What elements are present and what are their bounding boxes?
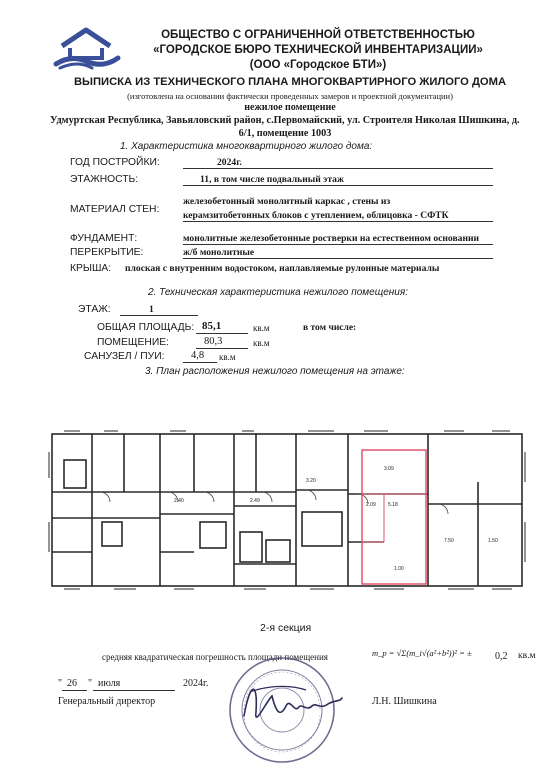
document-subtitle: (изготовлена на основании фактически проведенных замеров и проектной документации) (127, 91, 453, 101)
section-caption: 2-я секция (260, 622, 312, 634)
walls-value: железобетонный монолитный каркас , стены из (183, 196, 391, 207)
bath-value: 4,8 (191, 350, 205, 361)
bath-label: САНУЗЕЛ / ПУИ: (84, 351, 165, 362)
plan-label: 3.20 (306, 478, 316, 484)
walls-value-2: керамзитобетонных блоков с утеплением, облицовка - СФТК (183, 210, 449, 221)
total-area-label: ОБЩАЯ ПЛОЩАДЬ: (97, 322, 195, 333)
plan-label: 5.18 (388, 502, 398, 508)
highlighted-premises (362, 450, 426, 584)
year-label: ГОД ПОСТРОЙКИ: (70, 157, 160, 168)
plan-label: 7.50 (444, 538, 454, 544)
error-unit: кв.м (518, 651, 536, 661)
room-value: 80,3 (204, 336, 223, 347)
premises-type: нежилое помещение (244, 102, 336, 113)
error-value: 0,2 (495, 651, 508, 662)
section3-heading: 3. План расположения нежилого помещения на этаже: (145, 366, 405, 377)
document-title: ВЫПИСКА ИЗ ТЕХНИЧЕСКОГО ПЛАНА МНОГОКВАРТИРНОГО ЖИЛОГО ДОМА (73, 76, 507, 88)
foundation-value: монолитные железобетонные ростверки на естественном основании (183, 233, 480, 244)
roof-label: КРЫША: (70, 263, 112, 274)
date-day: 26 (67, 678, 77, 689)
plan-label: 3.09 (384, 466, 394, 472)
floor-plan (44, 422, 534, 592)
signer-title: Генеральный директор (58, 696, 156, 707)
floors-slab-label: ПЕРЕКРЫТИЕ: (70, 247, 144, 258)
handwritten-signature (236, 672, 346, 732)
total-area-unit: кв.м (253, 323, 270, 333)
section2-heading: 2. Техническая характеристика нежилого помещения: (148, 287, 408, 298)
plan-label: 2.49 (250, 498, 260, 504)
floors-label: ЭТАЖНОСТЬ: (70, 174, 139, 185)
plan-label: 2.40 (174, 498, 184, 504)
room-unit: кв.м (253, 338, 270, 348)
date-open-quote: " (58, 678, 63, 689)
address-line1: Удмуртская Республика, Завьяловский район, с.Первомайский, ул. Строителя Николая Шишкина, д. (50, 115, 520, 126)
date-month: июля (98, 678, 121, 689)
room-label: ПОМЕЩЕНИЕ: (97, 337, 169, 348)
bath-unit: кв.м (219, 352, 236, 362)
including-label: в том числе: (303, 323, 357, 333)
error-text: средняя квадратическая погрешность площади помещения (102, 652, 328, 662)
floor-value: 1 (149, 304, 154, 315)
org-name-line1: ОБЩЕСТВО С ОГРАНИЧЕННОЙ ОТВЕТСТВЕННОСТЬЮ (161, 29, 475, 41)
date-close-quote: " (88, 678, 93, 689)
error-formula: m_p = √Σ(m_i√(a²+b²))² = ± (372, 648, 472, 658)
floor-label: ЭТАЖ: (78, 304, 111, 315)
section1-heading: 1. Характеристика многоквартирного жилого дома: (120, 141, 373, 152)
signer-name: Л.Н. Шишкина (372, 696, 437, 707)
date-year: 2024г. (183, 678, 209, 689)
plan-label: 1.50 (488, 538, 498, 544)
floors-slab-value: ж/б монолитные (183, 247, 255, 258)
address-line2: 6/1, помещение 1003 (238, 128, 332, 139)
plan-label: 2.09 (366, 502, 376, 508)
floors-value: 11, в том числе подвальный этаж (200, 174, 344, 185)
walls-label: МАТЕРИАЛ СТЕН: (70, 204, 160, 215)
org-name-line2: «ГОРОДСКОЕ БЮРО ТЕХНИЧЕСКОЙ ИНВЕНТАРИЗАЦИИ» (153, 44, 483, 56)
org-name-line3: (ООО «Городское БТИ») (249, 59, 387, 71)
foundation-label: ФУНДАМЕНТ: (70, 233, 138, 244)
logo (52, 24, 122, 72)
plan-label: 1.00 (394, 566, 404, 572)
roof-value: плоская с внутренним водостоком, наплавляемые рулонные материалы (125, 263, 440, 274)
total-area-value: 85,1 (202, 320, 222, 332)
year-value: 2024г. (217, 157, 242, 168)
